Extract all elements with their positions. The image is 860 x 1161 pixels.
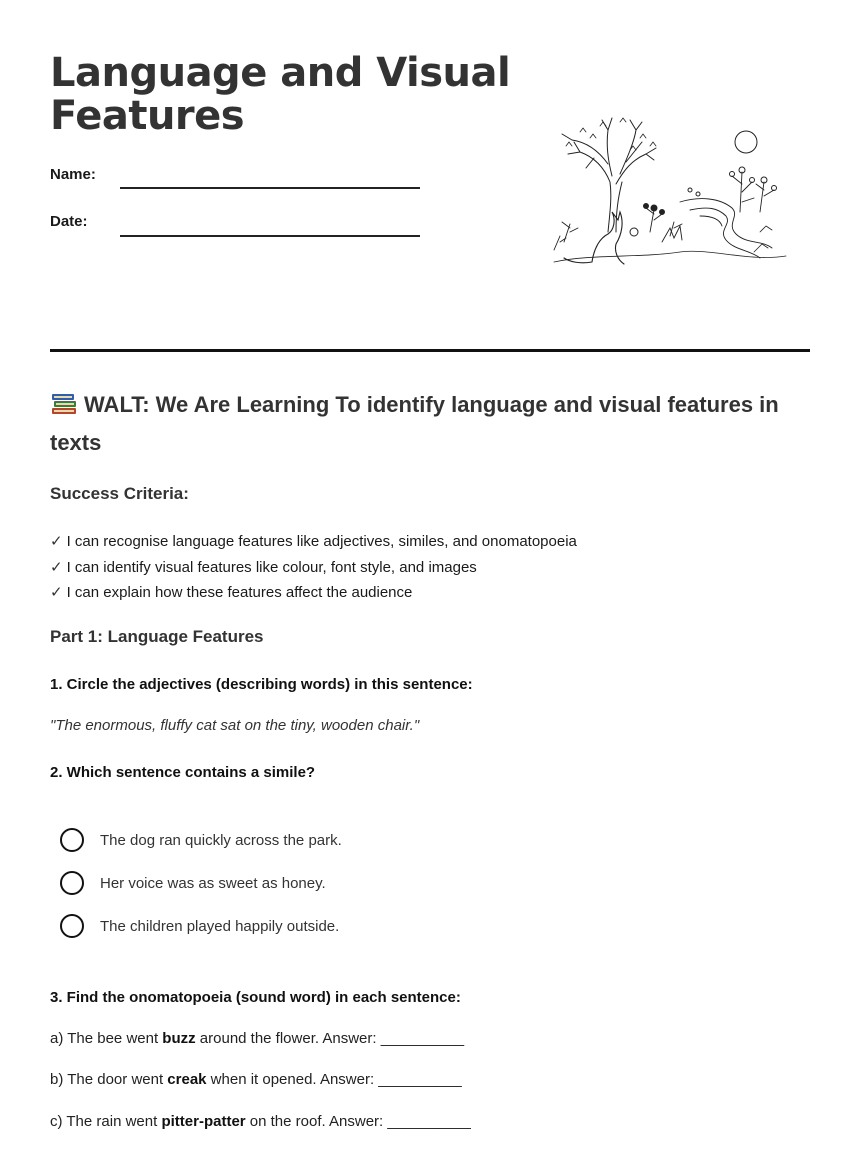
part1-heading: Part 1: Language Features	[50, 627, 264, 646]
criteria-item	[50, 580, 577, 606]
simile-option-1[interactable]	[60, 828, 342, 852]
books-icon	[50, 390, 78, 416]
section-divider	[50, 349, 810, 352]
check-icon: ✓	[50, 584, 63, 601]
simile-option-3[interactable]	[60, 914, 339, 938]
check-icon: ✓	[50, 558, 63, 576]
check-icon: ✓	[50, 533, 63, 550]
question-3: 3. Find the onomatopoeia (sound word) in each sentence:	[50, 989, 461, 1006]
question-2: 2. Which sentence contains a simile?	[50, 764, 316, 781]
sentence-text: a) The bee went	[50, 1030, 163, 1047]
sound-word: creak	[167, 1071, 207, 1088]
date-field[interactable]	[50, 213, 88, 230]
walt-heading	[50, 386, 820, 462]
title-line-2: Features	[50, 93, 245, 139]
success-criteria-heading: Success Criteria:	[50, 484, 189, 503]
option-label: The children played happily outside.	[100, 917, 340, 935]
date-line[interactable]	[120, 235, 420, 237]
option-label: Her voice was as sweet as honey.	[100, 874, 326, 892]
date-label: Date:	[50, 213, 88, 230]
river-sketch	[680, 199, 772, 258]
name-label: Name:	[50, 166, 96, 183]
worksheet-title	[50, 52, 510, 138]
question-1: 1. Circle the adjectives (describing words) in this sentence:	[50, 676, 473, 693]
criteria-item	[50, 555, 577, 581]
option-label: The dog ran quickly across the park.	[100, 831, 342, 849]
criteria-text: I can explain how these features affect the audience	[66, 584, 413, 601]
criteria-item	[50, 529, 577, 555]
sentence-answer-blank[interactable]: when it opened. Answer: __________	[206, 1071, 462, 1088]
walt-text: WALT: We Are Learning To identify language and visual features in texts	[50, 392, 779, 455]
radio-circle-icon[interactable]	[60, 828, 84, 852]
sentence-answer-blank[interactable]: on the roof. Answer: __________	[245, 1113, 471, 1130]
sentence-text: b) The door went	[50, 1071, 168, 1088]
radio-circle-icon[interactable]	[60, 914, 84, 938]
title-line-1: Language and Visual	[50, 50, 511, 96]
sun-sketch	[735, 131, 757, 153]
onomatopoeia-sentence-c[interactable]	[50, 1113, 471, 1130]
name-line[interactable]	[120, 187, 420, 189]
question-1-quote: "The enormous, fluffy cat sat on the tiny, wooden chair."	[50, 717, 420, 734]
sentence-text: c) The rain went	[50, 1113, 162, 1130]
onomatopoeia-sentence-b[interactable]	[50, 1071, 462, 1088]
simile-option-2[interactable]	[60, 871, 326, 895]
nature-scene-illustration	[550, 112, 790, 272]
name-field[interactable]	[50, 166, 96, 183]
sound-word: buzz	[162, 1030, 196, 1047]
radio-circle-icon[interactable]	[60, 871, 84, 895]
success-criteria-list	[50, 529, 577, 606]
sentence-answer-blank[interactable]: around the flower. Answer: __________	[195, 1030, 465, 1047]
criteria-text: I can identify visual features like colour, font style, and images	[66, 558, 477, 576]
onomatopoeia-sentence-a[interactable]	[50, 1030, 464, 1047]
criteria-text: I can recognise language features like adjectives, similes, and onomatopoeia	[66, 533, 577, 550]
sound-word: pitter-patter	[161, 1113, 246, 1130]
